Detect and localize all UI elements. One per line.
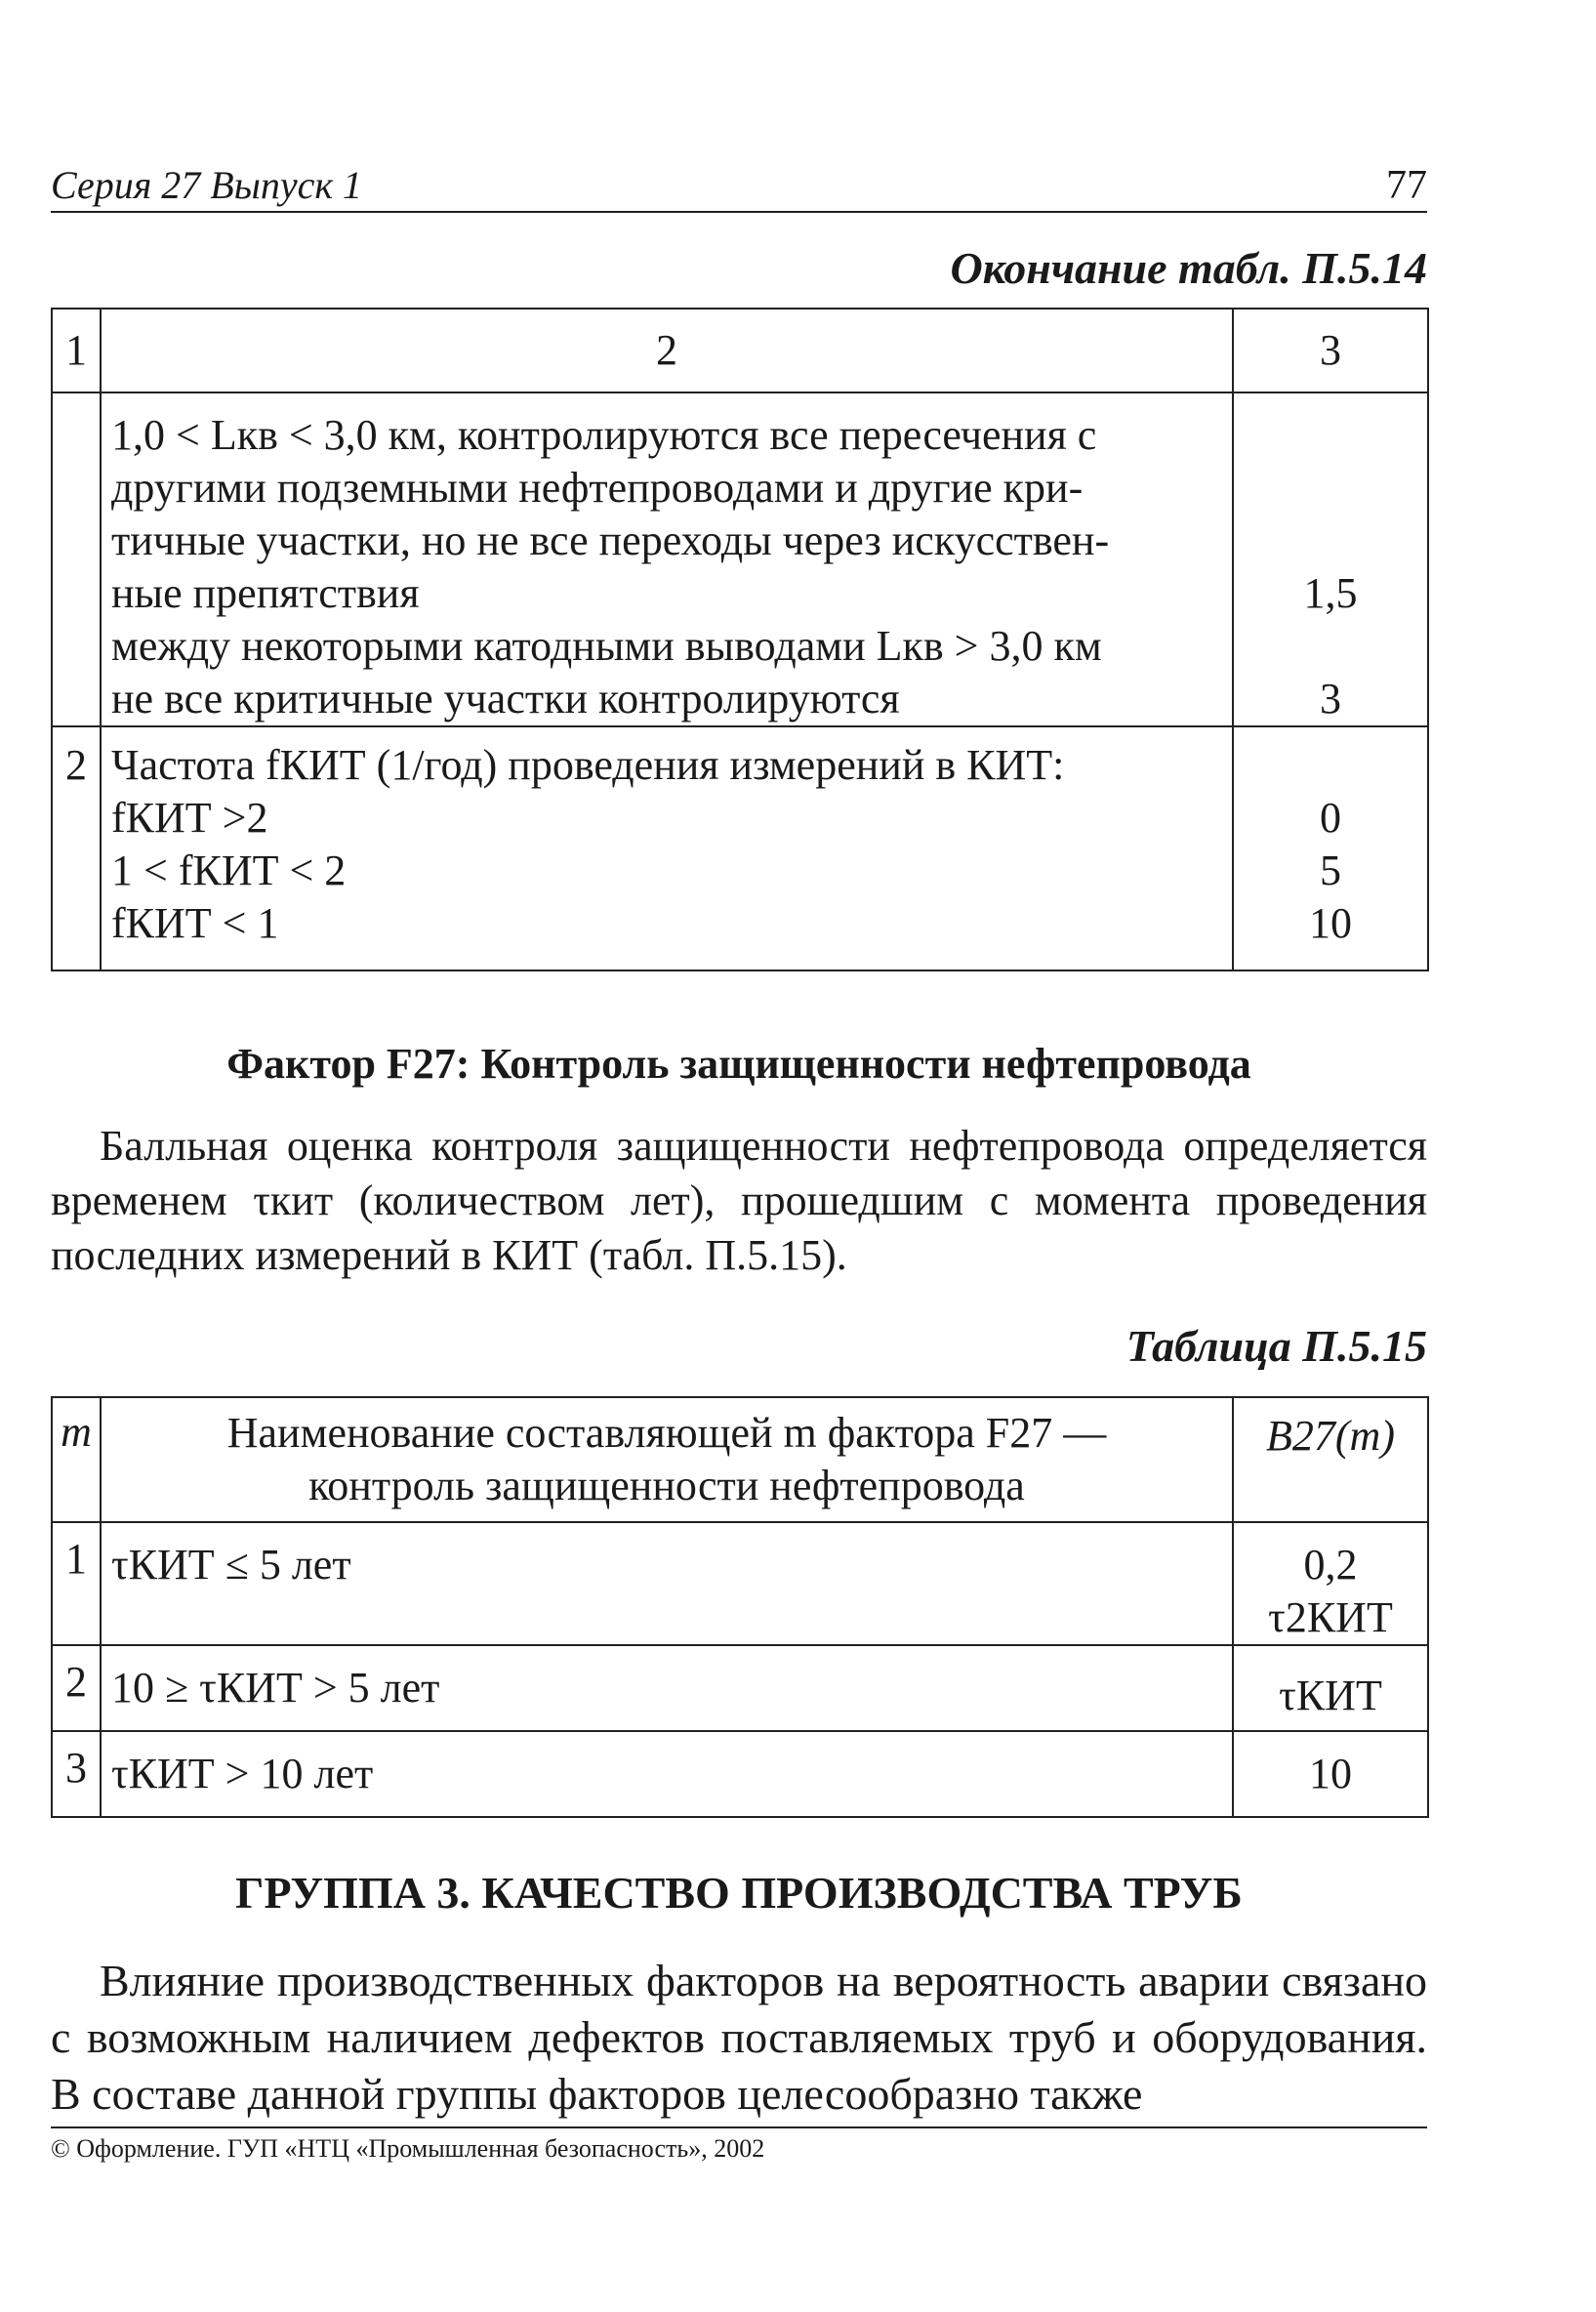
value-line: 3	[1320, 675, 1341, 722]
text-line: между некоторыми катодными выводами Lкв > 3,0 км	[111, 622, 1102, 670]
value-line: 1,5	[1303, 569, 1358, 617]
col-header-name	[101, 1397, 1233, 1522]
row-values	[1233, 726, 1428, 970]
header-line: Наименование составляющей m фактора F27 —	[226, 1409, 1107, 1457]
group-heading: ГРУППА 3. КАЧЕСТВО ПРОИЗВОДСТВА ТРУБ	[235, 1868, 1243, 1918]
row-description	[101, 726, 1233, 970]
value-line	[1244, 409, 1417, 462]
table-row	[52, 1645, 1428, 1731]
text-line: не все критичные участки контролируются	[111, 675, 900, 722]
row-m: 1	[52, 1522, 101, 1645]
text-line: 1 < fКИТ < 2	[111, 846, 347, 894]
col-header-b: B27(m)	[1233, 1397, 1428, 1522]
table-p5-14-end	[51, 308, 1429, 971]
value-line	[1244, 515, 1417, 567]
text-line: Частота fКИТ (1/год) проведения измерений в КИТ:	[111, 741, 1065, 789]
text-line: другими подземными нефтепроводами и другие кри-	[111, 464, 1084, 512]
row-m: 2	[52, 1645, 101, 1731]
value-line: 5	[1320, 846, 1341, 894]
col-header-1: 1	[52, 309, 101, 392]
running-header	[51, 156, 1427, 213]
table2-caption: Таблица П.5.15	[1125, 1321, 1427, 1371]
value-line: 0	[1320, 794, 1341, 842]
footer-rule	[51, 2126, 1427, 2128]
row-description	[101, 392, 1233, 726]
header-line: контроль защищенности нефтепровода	[308, 1462, 1025, 1509]
value-line: 10	[1309, 899, 1352, 947]
row-name: 10 ≥ τКИТ > 5 лет	[101, 1645, 1233, 1731]
text-line: ные препятствия	[111, 569, 420, 617]
table1-caption: Окончание табл. П.5.14	[950, 243, 1427, 293]
paragraph-intro: Балльная оценка контроля защищенности нефтепровода определяется временем τкит (количеством лет), прошедшим с момента проведения последних измерений в КИТ (табл. П.5.15).	[51, 1122, 1427, 1279]
table-header-row	[52, 309, 1428, 392]
value-line	[1244, 620, 1417, 673]
table-row	[52, 1731, 1428, 1817]
table-p5-15	[51, 1396, 1429, 1818]
table-row	[52, 392, 1428, 726]
text-line: тичные участки, но не все переходы через искусствен-	[111, 516, 1110, 564]
col-header-3: 3	[1233, 309, 1428, 392]
row-value: 10	[1233, 1731, 1428, 1817]
paragraph-group3: Влияние производственных факторов на вероятность аварии связано с возможным наличием дефектов поставляемых труб и оборудования. В составе данной группы факторов целесообразно также	[51, 1956, 1427, 2119]
row-number	[52, 392, 101, 726]
value-line	[1244, 462, 1417, 515]
row-value: 0,2 τ2КИТ	[1233, 1522, 1428, 1645]
row-number: 2	[52, 726, 101, 970]
row-m: 3	[52, 1731, 101, 1817]
row-name: τКИТ > 10 лет	[101, 1731, 1233, 1817]
table-header-row	[52, 1397, 1428, 1522]
table-row	[52, 1522, 1428, 1645]
text-line: fКИТ >2	[111, 794, 268, 842]
text-line: 1,0 < Lкв < 3,0 км, контролируются все пересечения с	[111, 411, 1097, 459]
col-header-m: m	[52, 1397, 101, 1522]
value-line	[1244, 739, 1417, 792]
page-number: 77	[1386, 163, 1427, 208]
factor-heading: Фактор F27: Контроль защищенности нефтепровода	[226, 1040, 1251, 1088]
series-label: Серия 27 Выпуск 1	[51, 163, 363, 207]
table-row	[52, 726, 1428, 970]
footer-copyright: © Оформление. ГУП «НТЦ «Промышленная безопасность», 2002	[51, 2134, 765, 2163]
text-line: fКИТ < 1	[111, 899, 279, 947]
row-value: τКИТ	[1233, 1645, 1428, 1731]
row-name: τКИТ ≤ 5 лет	[101, 1522, 1233, 1645]
col-header-2: 2	[101, 309, 1233, 392]
row-values	[1233, 392, 1428, 726]
